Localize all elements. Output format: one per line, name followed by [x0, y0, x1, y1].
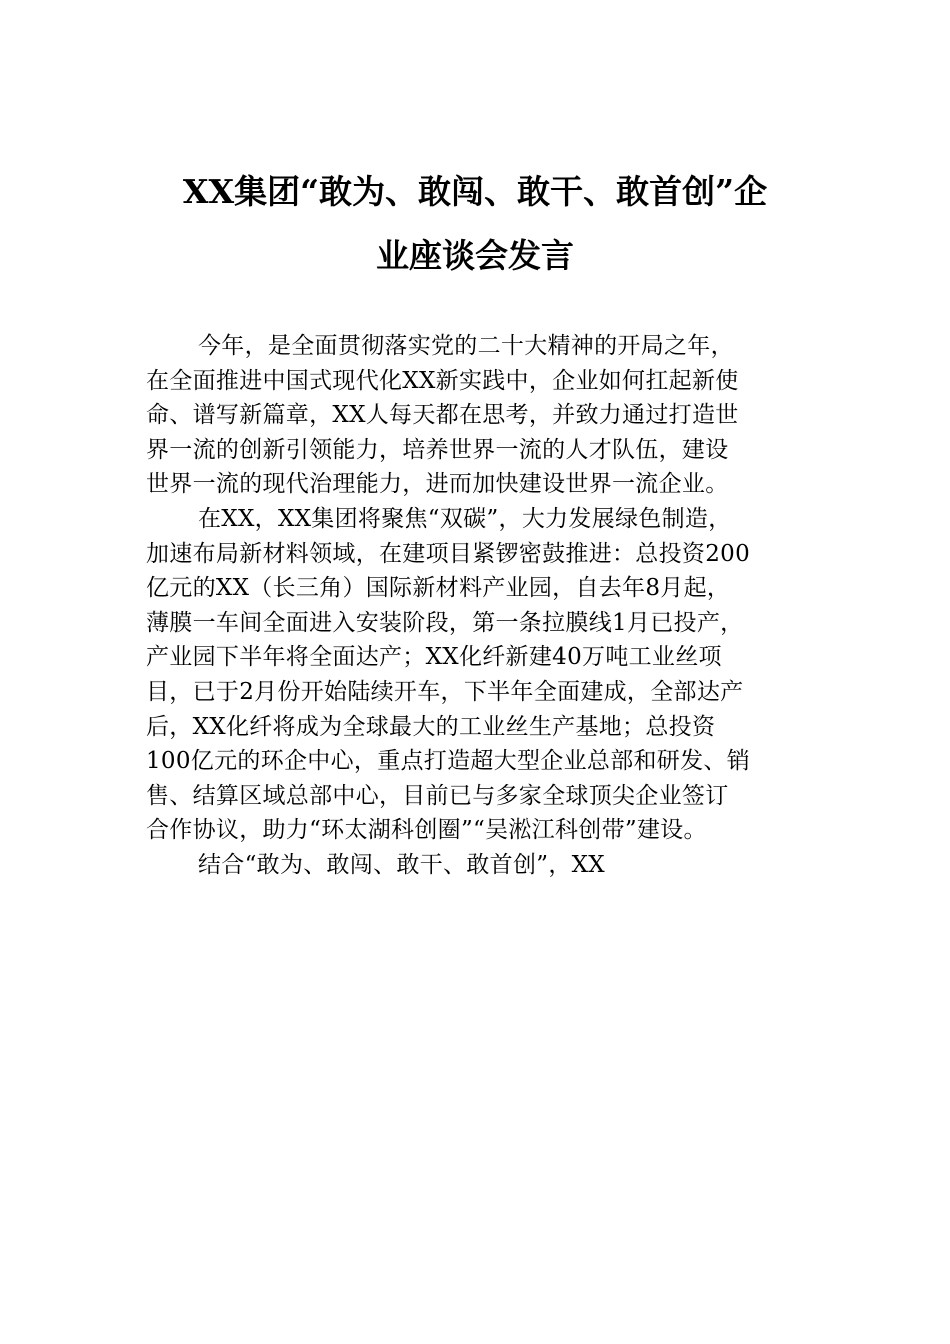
paragraph-3 — [146, 848, 816, 883]
paragraph-line: 100亿元的环企中心，重点打造超大型企业总部和研发、销 — [146, 748, 750, 775]
paragraph-line: 亿元的XX（长三角）国际新材料产业园，自去年8月起， — [146, 575, 731, 602]
paragraph-line: 今年，是全面贯彻落实党的二十大精神的开局之年， — [198, 333, 734, 359]
paragraph-line: 命、谱写新篇章，XX人每天都在思考，并致力通过打造世 — [146, 402, 739, 429]
document-body — [146, 329, 816, 883]
paragraph-line: 目，已于2月份开始陆续开车，下半年全面建成，全部达产 — [146, 678, 744, 705]
paragraph-line: 薄膜一车间全面进入安装阶段，第一条拉膜线1月已投产， — [146, 609, 744, 636]
paragraph-line: 在全面推进中国式现代化XX新实践中，企业如何扛起新使 — [146, 367, 739, 394]
paragraph-line: 合作协议，助力“环太湖科创圈”“吴淞江科创带”建设。 — [146, 817, 707, 844]
paragraph-line: 结合“敢为、敢闯、敢干、敢首创”，XX — [198, 851, 605, 878]
paragraph-line: 在XX，XX集团将聚焦“双碳”，大力发展绿色制造， — [198, 505, 732, 532]
paragraph-2 — [146, 502, 816, 848]
title-line-2: 业座谈会发言 — [376, 236, 574, 275]
paragraph-line: 界一流的创新引领能力，培养世界一流的人才队伍，建设 — [146, 436, 729, 463]
title-line-1: XX集团“敢为、敢闯、敢干、敢首创”企 — [182, 172, 768, 211]
paragraph-line: 产业园下半年将全面达产；XX化纤新建40万吨工业丝项 — [146, 644, 722, 671]
document-title — [140, 160, 810, 288]
paragraph-line: 后，XX化纤将成为全球最大的工业丝生产基地；总投资 — [146, 713, 716, 740]
paragraph-line: 世界一流的现代治理能力，进而加快建设世界一流企业。 — [146, 471, 729, 498]
paragraph-1 — [146, 329, 816, 502]
paragraph-line: 加速布局新材料领域，在建项目紧锣密鼓推进：总投资200 — [146, 540, 750, 567]
paragraph-line: 售、结算区域总部中心，目前已与多家全球顶尖企业签订 — [146, 782, 729, 809]
